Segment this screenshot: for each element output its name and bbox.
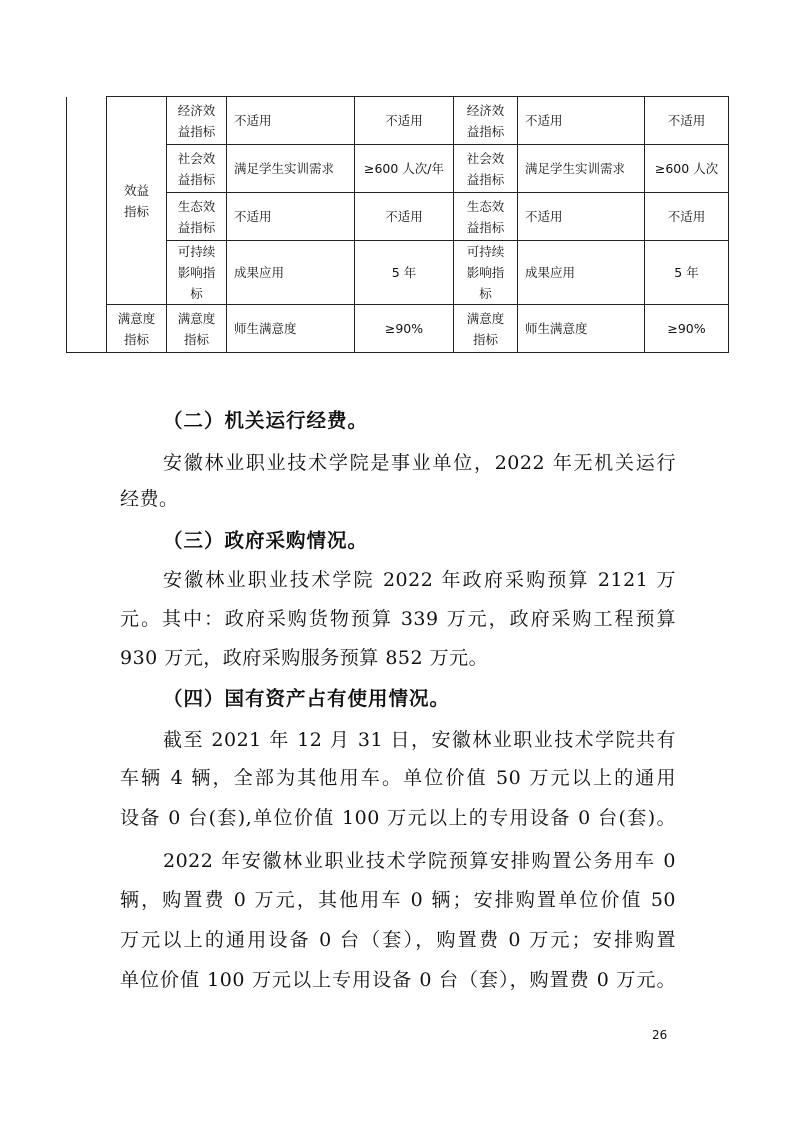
table-row [67, 145, 729, 193]
section-heading-3: （三）政府采购情况。 [163, 529, 369, 552]
section-heading-4: （四）国有资产占有使用情况。 [163, 687, 451, 710]
indicator-cell: 生态效 益指标 [167, 193, 227, 241]
indicator-cell: 社会效 益指标 [454, 145, 518, 193]
content-cell: 不适用 [227, 193, 355, 241]
content-cell: 不适用 [227, 97, 355, 145]
indicator-cell: 经济效 益指标 [167, 97, 227, 145]
content-cell: 不适用 [518, 97, 645, 145]
indicator-cell: 满意度 指标 [167, 305, 227, 353]
indicator-cell: 经济效 益指标 [454, 97, 518, 145]
paragraph-line: 安徽林业职业技术学院是事业单位，2022 年无机关运行 [163, 452, 676, 474]
performance-indicator-table [66, 96, 729, 353]
paragraph-line: 2022 年安徽林业职业技术学院预算安排购置公务用车 0 [163, 850, 676, 872]
table-row [67, 241, 729, 305]
level1-effect-cell: 效益 指标 [107, 97, 167, 305]
paragraph-line: 单位价值 100 万元以上专用设备 0 台（套），购置费 0 万元。 [120, 969, 676, 991]
content-cell: 成果应用 [518, 241, 645, 305]
table-row [67, 193, 729, 241]
paragraph-line: 930 万元，政府采购服务预算 852 万元。 [120, 647, 489, 669]
value-cell: 5 年 [355, 241, 454, 305]
paragraph-line: 元。其中：政府采购货物预算 339 万元，政府采购工程预算 [120, 608, 676, 630]
paragraph-line: 设备 0 台(套),单位价值 100 万元以上的专用设备 0 台(套)。 [120, 807, 676, 829]
paragraph-line: 万元以上的通用设备 0 台（套），购置费 0 万元；安排购置 [120, 929, 676, 951]
indicator-cell: 可持续 影响指 标 [167, 241, 227, 305]
paragraph-line: 经费。 [120, 488, 179, 510]
table-row [67, 97, 729, 145]
indicator-cell: 可持续 影响指 标 [454, 241, 518, 305]
value-cell: ≥600 人次 [645, 145, 729, 193]
value-cell: 5 年 [645, 241, 729, 305]
level1-satisfaction-cell: 满意度 指标 [107, 305, 167, 353]
paragraph-line: 截至 2021 年 12 月 31 日，安徽林业职业技术学院共有 [163, 729, 676, 751]
content-cell: 满足学生实训需求 [227, 145, 355, 193]
page-number: 26 [652, 1028, 668, 1042]
value-cell: ≥90% [355, 305, 454, 353]
indicator-cell: 社会效 益指标 [167, 145, 227, 193]
indicator-cell: 满意度 指标 [454, 305, 518, 353]
value-cell: 不适用 [355, 97, 454, 145]
content-cell: 不适用 [518, 193, 645, 241]
table-row [67, 305, 729, 353]
value-cell: 不适用 [355, 193, 454, 241]
paragraph-line: 安徽林业职业技术学院 2022 年政府采购预算 2121 万 [163, 569, 676, 591]
section-heading-2: （二）机关运行经费。 [163, 409, 369, 432]
content-cell: 成果应用 [227, 241, 355, 305]
value-cell: ≥600 人次/年 [355, 145, 454, 193]
content-cell: 师生满意度 [227, 305, 355, 353]
indicator-cell: 生态效 益指标 [454, 193, 518, 241]
value-cell: ≥90% [645, 305, 729, 353]
content-cell: 满足学生实训需求 [518, 145, 645, 193]
blank-cell [67, 97, 107, 353]
value-cell: 不适用 [645, 193, 729, 241]
content-cell: 师生满意度 [518, 305, 645, 353]
paragraph-line: 辆，购置费 0 万元，其他用车 0 辆；安排购置单位价值 50 [120, 889, 676, 911]
value-cell: 不适用 [645, 97, 729, 145]
paragraph-line: 车辆 4 辆，全部为其他用车。单位价值 50 万元以上的通用 [120, 767, 676, 789]
